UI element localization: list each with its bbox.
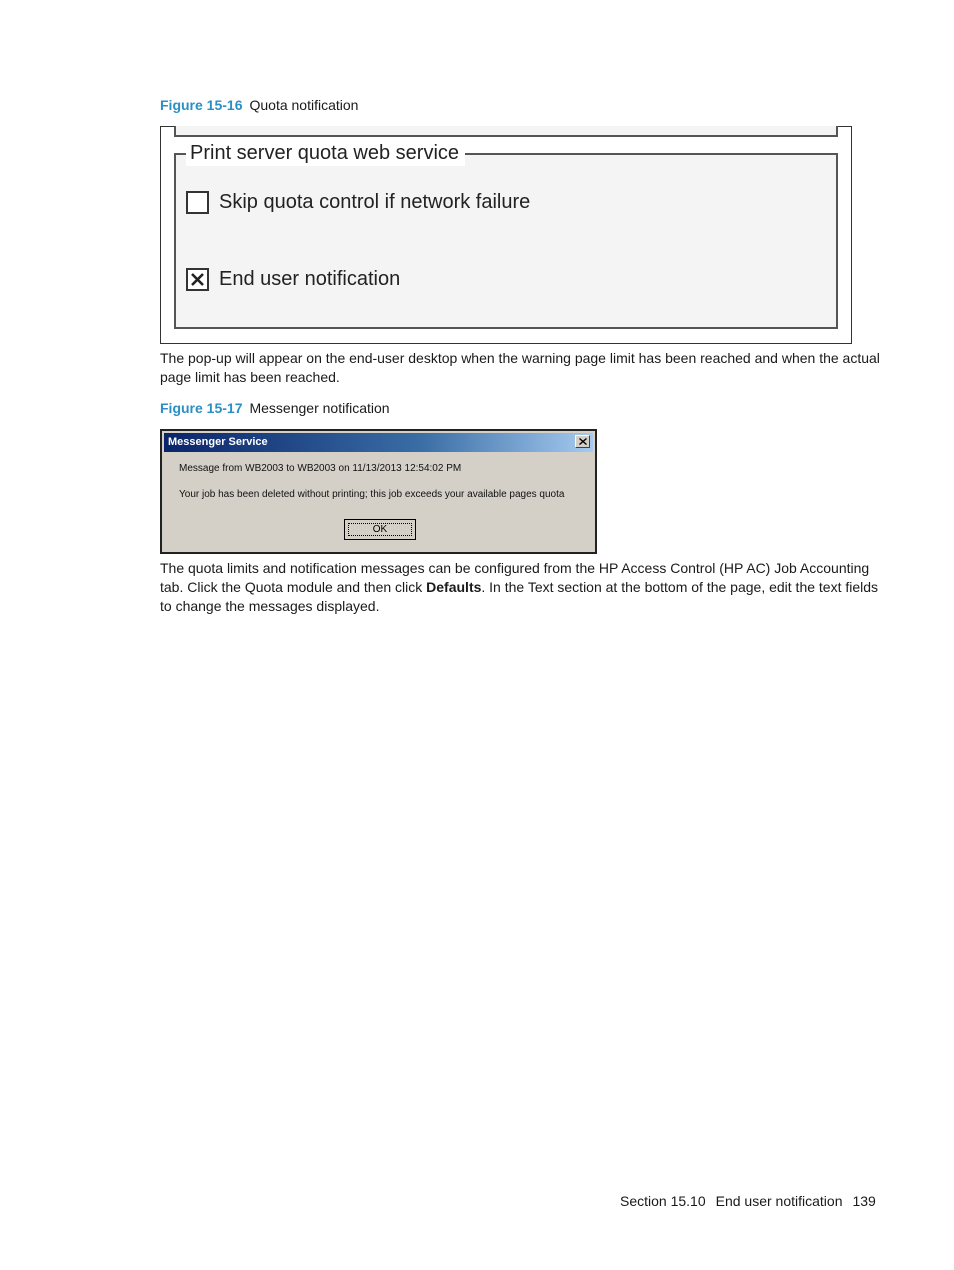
figure-number: Figure 15-17: [160, 400, 243, 416]
close-button[interactable]: [575, 435, 590, 448]
dialog-title: Messenger Service: [168, 436, 268, 448]
option-label: Skip quota control if network failure: [219, 191, 531, 213]
close-icon: [579, 438, 587, 445]
group-legend: Print server quota web service: [186, 140, 465, 166]
ok-button-label: OK: [348, 523, 412, 536]
body-paragraph: [160, 559, 890, 616]
checkbox-unchecked-icon[interactable]: [186, 191, 209, 214]
quota-notification-screenshot: [160, 126, 852, 344]
end-user-notification-option[interactable]: [186, 268, 400, 291]
figure-caption: [160, 399, 390, 417]
dialog-message-body: Your job has been deleted without printing; this job exceeds your available pages quota: [179, 489, 565, 500]
page-number: 139: [852, 1193, 876, 1209]
figure-caption: [160, 96, 358, 114]
footer-section-title: End user notification: [715, 1193, 843, 1209]
figure-title: Quota notification: [249, 97, 359, 113]
dialog-titlebar: [164, 433, 593, 452]
messenger-service-dialog: [160, 429, 597, 554]
body-paragraph: The pop-up will appear on the end-user desktop when the warning page limit has been reached and when the actual page limit has been reached.: [160, 350, 880, 385]
option-label: End user notification: [219, 268, 401, 290]
paragraph-text: The quota limits and notification messages can be configured from the HP Access Control (HP AC) Job Accounting tab. Click the Quota module and then click: [160, 560, 870, 595]
figure-title: Messenger notification: [249, 400, 390, 416]
ok-button[interactable]: [344, 519, 416, 540]
footer-section: Section 15.10: [620, 1193, 706, 1209]
figure-number: Figure 15-16: [160, 97, 243, 113]
defaults-term: Defaults: [426, 579, 482, 595]
skip-quota-option[interactable]: [186, 191, 530, 214]
paragraph-text: . In the Text section at the bottom of the page, edit the text fields to change the messages displayed.: [160, 579, 879, 614]
page-footer: [620, 1192, 876, 1210]
quota-web-service-group: [174, 142, 838, 329]
dialog-message-header: Message from WB2003 to WB2003 on 11/13/2013 12:54:02 PM: [179, 463, 462, 474]
panel-top-edge: [174, 126, 838, 137]
checkbox-checked-icon[interactable]: [186, 268, 209, 291]
